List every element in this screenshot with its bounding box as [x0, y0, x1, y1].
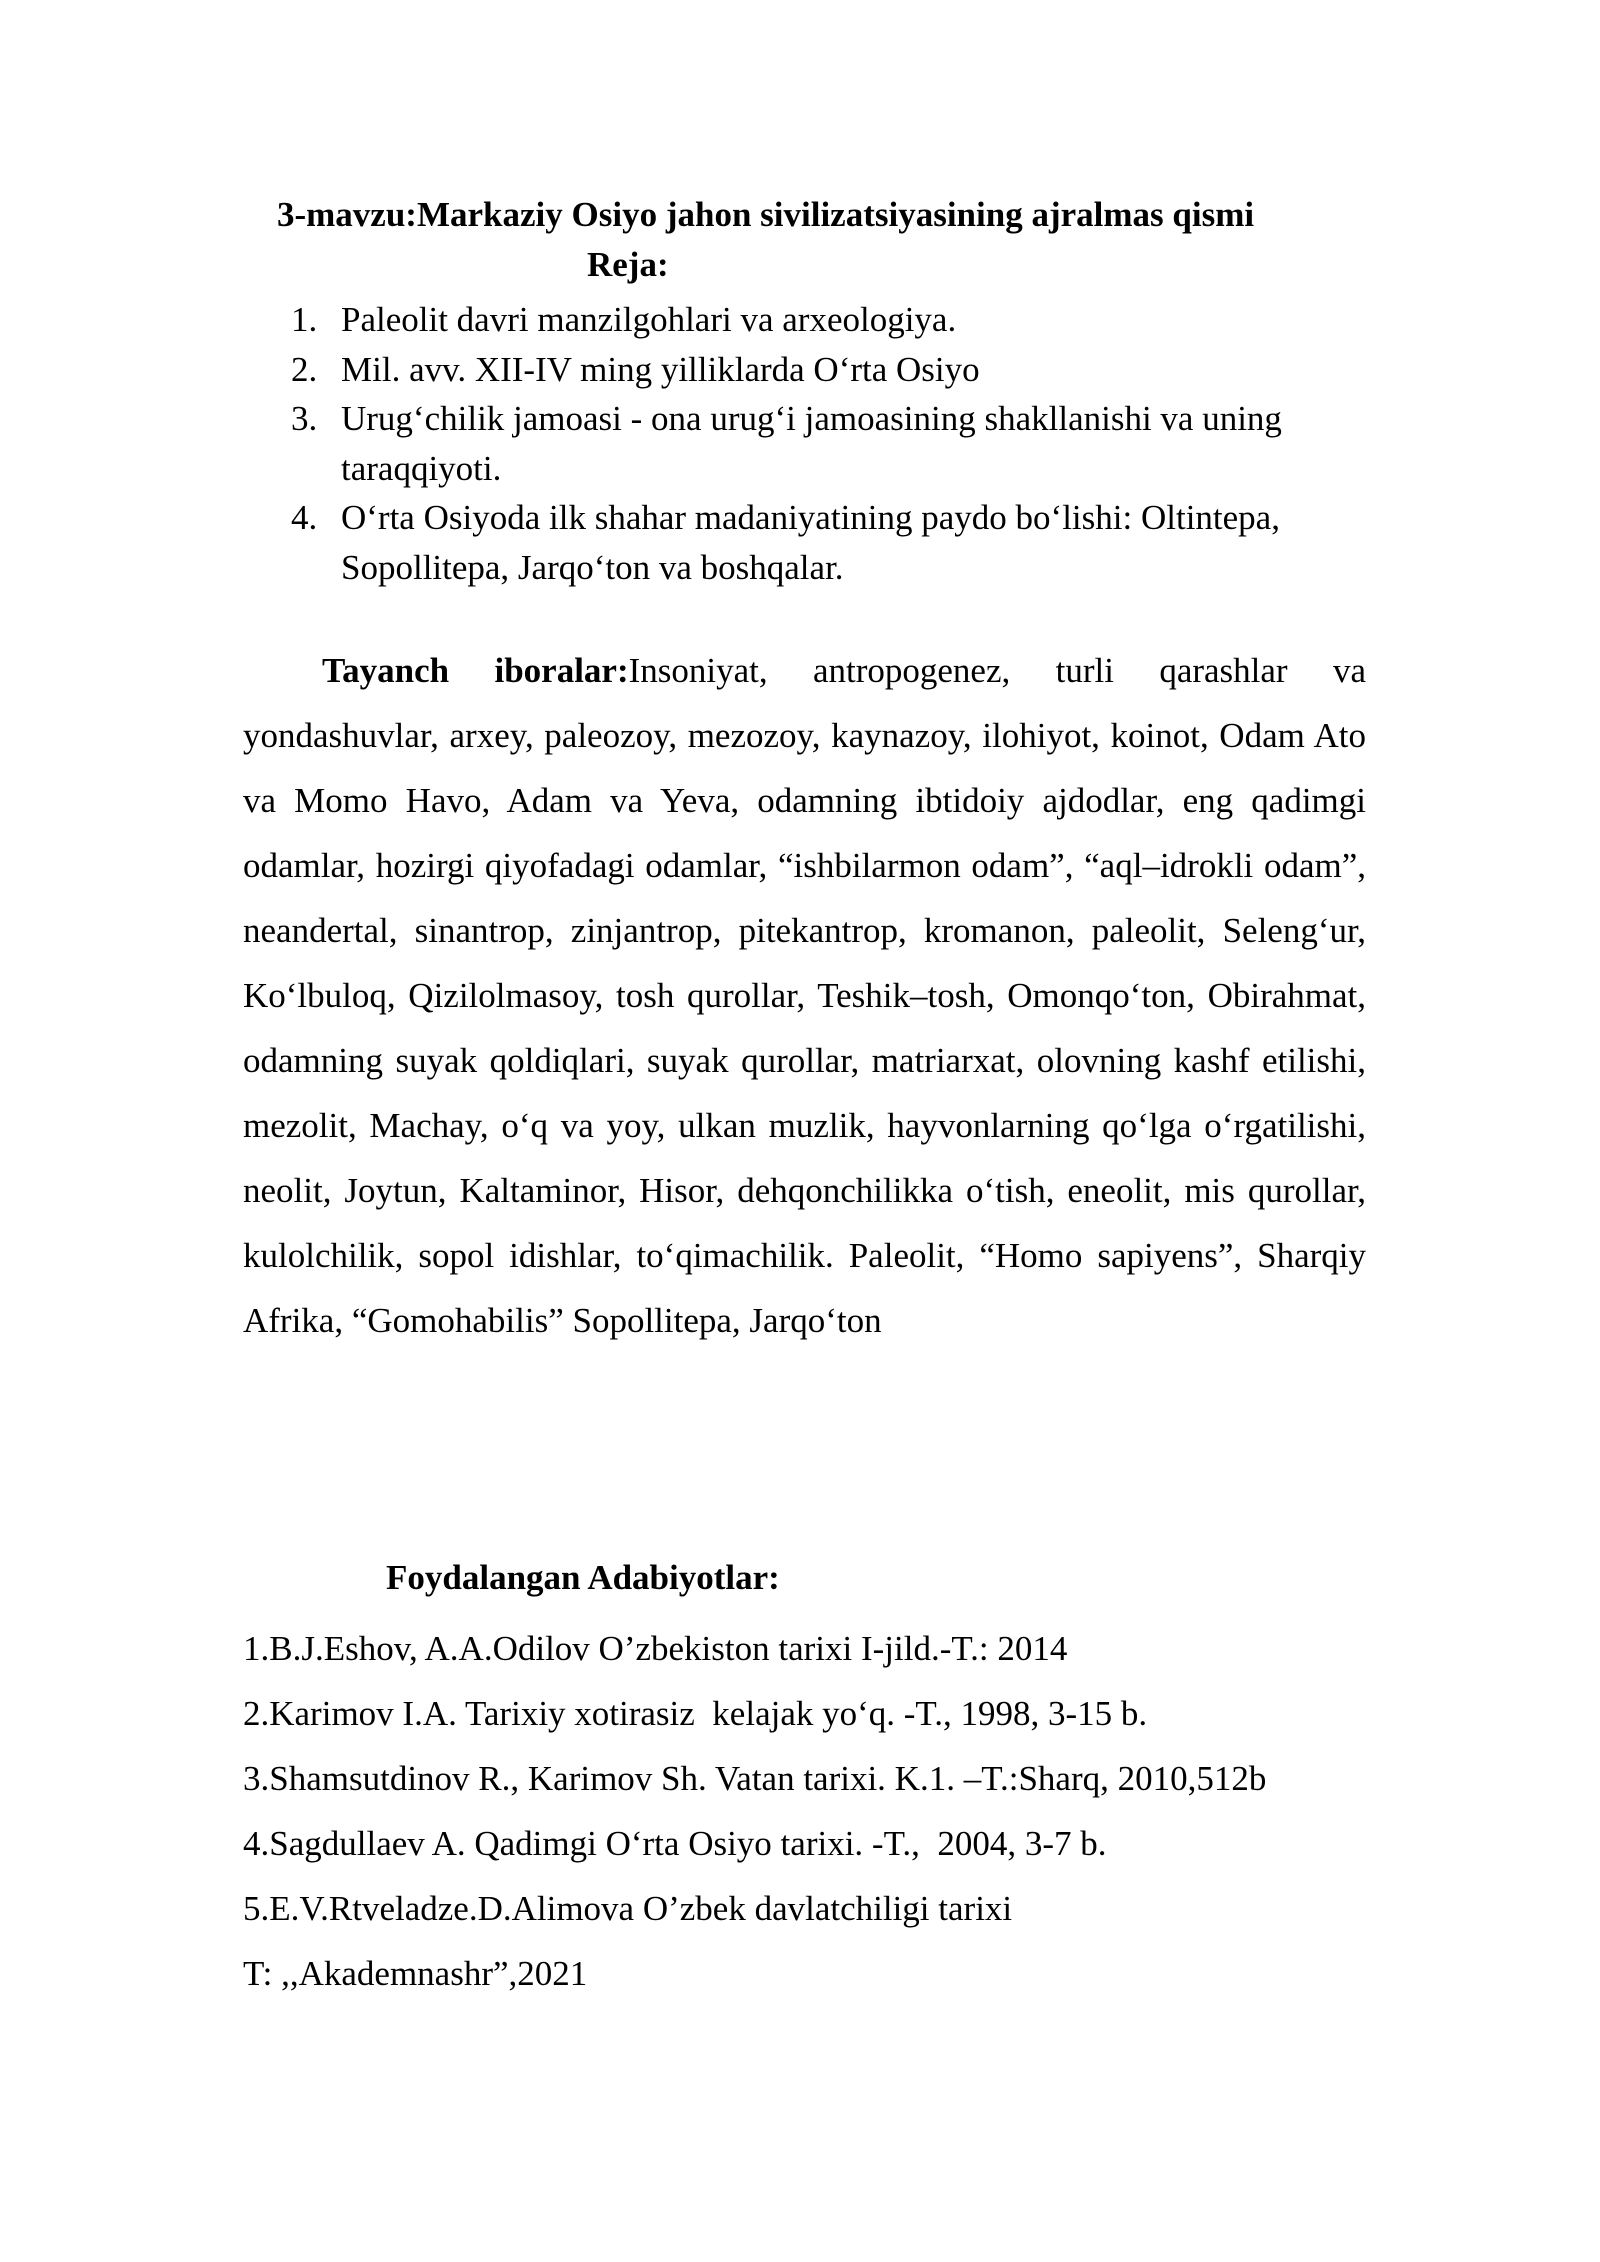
reference-item: T: ,,Akademnashr”,2021 [243, 1954, 588, 1993]
topic-title: 3-mavzu:Markaziy Osiyo jahon sivilizatsiyasining ajralmas qismi [277, 195, 1255, 234]
references-heading: Foydalangan Adabiyotlar: [386, 1558, 780, 1597]
reference-item: 4.Sagdullaev A. Qadimgi O‘rta Osiyo tarixi. -T., 2004, 3-7 b. [243, 1824, 1107, 1863]
plan-item [243, 345, 1366, 395]
reference-item: 5.E.V.Rtveladze.D.Alimova O’zbek davlatchiligi tarixi [243, 1889, 1013, 1928]
reference-item: 1.B.J.Eshov, A.A.Odilov O’zbekiston tarixi I-jild.-T.: 2014 [243, 1629, 1068, 1668]
plan-item-number: 1. [291, 300, 318, 339]
plan-item-text: Urug‘chilik jamoasi - ona urug‘i jamoasining shakllanishi va uning taraqqiyoti. [341, 399, 1282, 488]
plan-item-number: 4. [291, 498, 318, 537]
keywords-label: Tayanch iboralar: [322, 651, 629, 690]
plan-item-text: Paleolit davri manzilgohlari va arxeologiya. [341, 300, 957, 339]
references-list [243, 1616, 1383, 2006]
plan-item-number: 2. [291, 349, 318, 389]
plan-item-text: O‘rta Osiyoda ilk shahar madaniyatining paydo bo‘lishi: Oltintepa, Sopollitepa, Jarqo‘ton va boshqalar. [341, 498, 1280, 587]
keywords-text: Insoniyat, antropogenez, turli qarashlar va yondashuvlar, arxey, paleozoy, mezozoy, kaynazoy, ilohiyot, koinot, Odam Ato va Momo Havo, Adam va Yeva, odamning ibtidoiy ajdodlar, eng qadimgi odamlar, hozirgi qiyofadagi odamlar, “ishbilarmon odam”, “aql–idrokli odam”, neandertal, sinantrop, zinjantrop, pitekantrop, kromanon, paleolit, Seleng‘ur, Ko‘lbuloq, Qizilolmasoy, tosh qurollar, Teshik–tosh, Omonqo‘ton, Obirahmat, odamning suyak qoldiqlari, suyak qurollar, matriarxat, olovning kashf etilishi, mezolit, Machay, o‘q va yoy, ulkan muzlik, hayvonlarning qo‘lga o‘rgatilishi, neolit, Joytun, Kaltaminor, Hisor, dehqonchilikka o‘tish, eneolit, mis qurollar, kulolchilik, sopol idishlar, to‘qimachilik. Paleolit, “Homo sapiyens”, Sharqiy Afrika, “Gomohabilis” Sopollitepa, Jarqo‘ton [243, 651, 1366, 1340]
plan-heading: Reja: [587, 245, 669, 284]
plan-item [243, 295, 1366, 345]
reference-item: 3.Shamsutdinov R., Karimov Sh. Vatan tarixi. K.1. –T.:Sharq, 2010,512b [243, 1759, 1267, 1798]
plan-item-text: Mil. avv. XII-IV ming yilliklarda O‘rta Osiyo [341, 349, 980, 389]
plan-list [243, 295, 1366, 592]
keywords-paragraph [243, 638, 1366, 1353]
plan-item [243, 394, 1366, 493]
plan-item [243, 493, 1366, 592]
reference-item: 2.Karimov I.A. Tarixiy xotirasiz kelajak yo‘q. -T., 1998, 3-15 b. [243, 1694, 1148, 1733]
plan-item-number: 3. [291, 399, 318, 438]
